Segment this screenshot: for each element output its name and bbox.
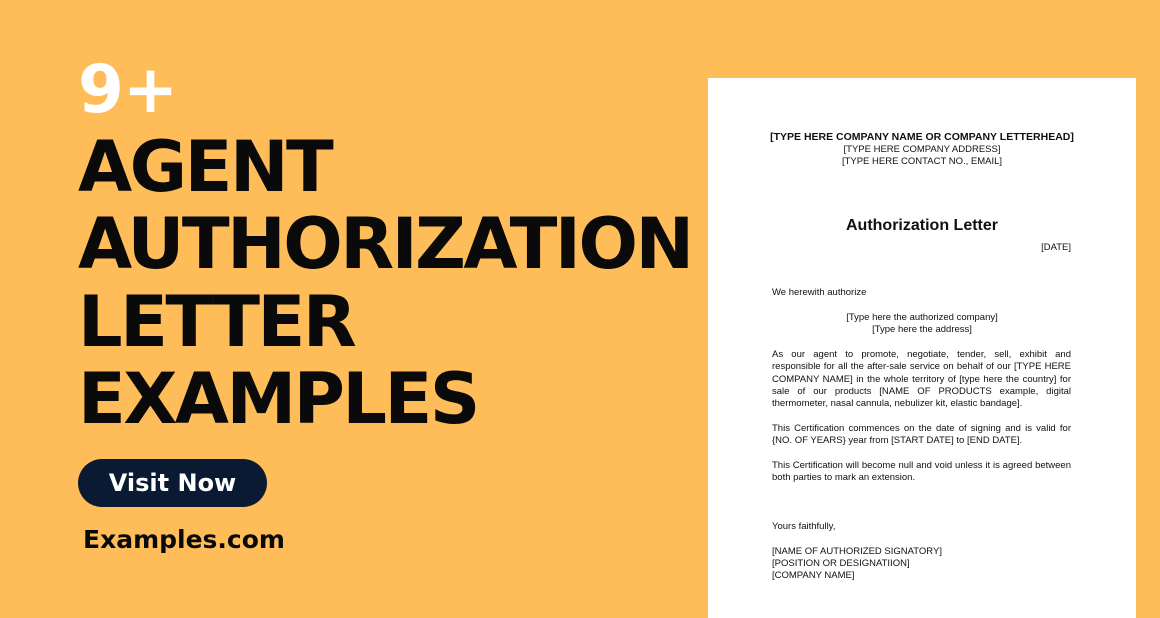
letter-preview — [708, 78, 1136, 618]
letterhead-contact: [TYPE HERE CONTACT NO., EMAIL] — [841, 156, 1003, 167]
letter-paragraph-scope: As our agent to promote, negotiate, tender, sell, exhibit and responsible for all the after-sale service on behalf of our [TYPE HERE COMPANY NAME] in the whole territory of [type here the country] for sale of our products [NAME OF PRODUCTS example, digital thermometer, nasal cannula, nebulizer kit, elastic bandage]. — [772, 349, 1071, 410]
letter-paragraph-termination: This Certification will become null and void unless it is agreed between both parties to mark an extension. — [772, 460, 1071, 484]
brand-name: Examples.com — [83, 525, 285, 554]
letter-intro: We herewith authorize — [772, 287, 867, 298]
letter-closing: Yours faithfully, — [772, 521, 836, 532]
signatory-company: [COMPANY NAME] — [772, 570, 855, 581]
letterhead-address: [TYPE HERE COMPANY ADDRESS] — [843, 144, 1001, 155]
signatory-name: [NAME OF AUTHORIZED SIGNATORY] — [772, 546, 942, 557]
signatory-position: [POSITION OR DESIGNATIION] — [772, 558, 910, 569]
visit-now-button[interactable]: Visit Now — [78, 459, 267, 507]
headline-line-4: EXAMPLES — [78, 358, 478, 440]
headline-line-2: AUTHORIZATION — [78, 203, 692, 285]
letterhead-company: [TYPE HERE COMPANY NAME OR COMPANY LETTERHEAD] — [770, 131, 1074, 143]
headline-line-3: LETTER — [78, 281, 355, 363]
authorized-address: [Type here the address] — [872, 324, 972, 335]
letter-date: [DATE] — [1041, 242, 1071, 253]
letter-paragraph-validity: This Certification commences on the date of signing and is valid for {NO. OF YEARS} year from [START DATE] to [END DATE]. — [772, 423, 1071, 447]
headline-count: 9+ — [78, 51, 178, 128]
letter-heading: Authorization Letter — [846, 217, 998, 234]
authorized-company: [Type here the authorized company] — [846, 312, 998, 323]
headline-line-1: AGENT — [78, 126, 332, 208]
